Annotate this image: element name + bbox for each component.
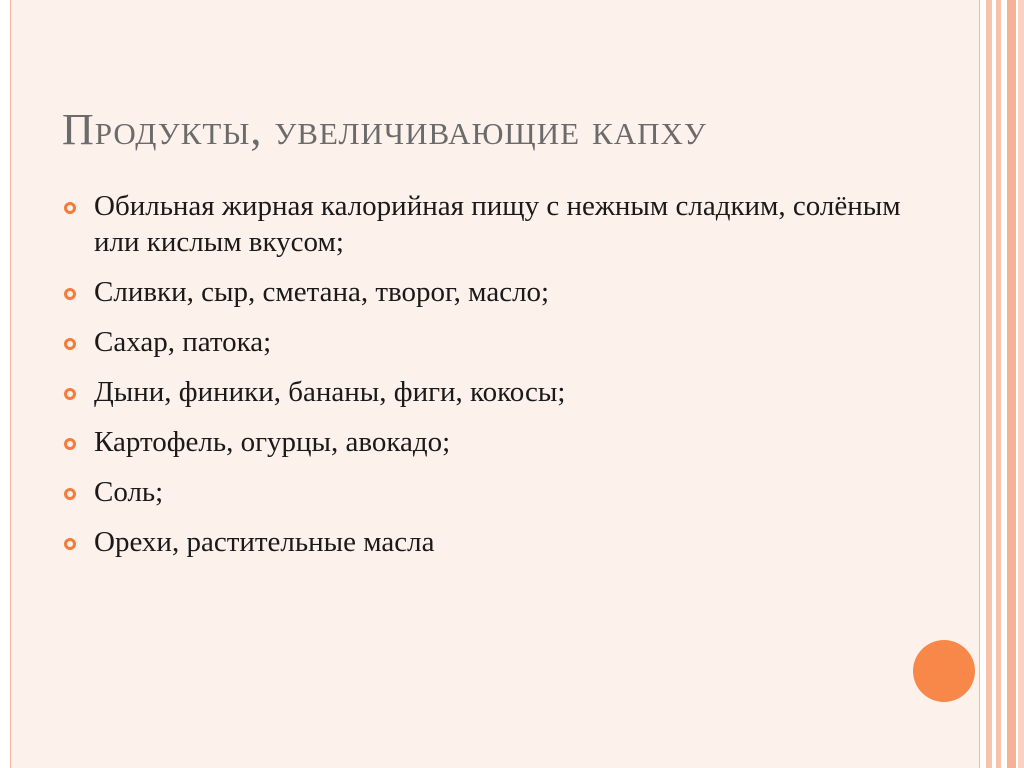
decorative-stripe — [1018, 0, 1024, 768]
bullet-circle-icon — [64, 388, 76, 400]
bullet-item — [64, 474, 924, 510]
decorative-orange-circle — [913, 640, 975, 702]
bullet-circle-icon — [64, 438, 76, 450]
bullet-circle-icon — [64, 338, 76, 350]
bullet-item — [64, 188, 924, 260]
bullet-text: Картофель, огурцы, авокадо; — [94, 426, 451, 458]
bullet-list — [64, 188, 924, 574]
bullet-item — [64, 374, 924, 410]
slide-title: Продукты, увеличивающие капху — [62, 105, 707, 154]
bullet-text: Сахар, патока; — [94, 326, 272, 358]
bullet-item — [64, 424, 924, 460]
bullet-text: Сливки, сыр, сметана, творог, масло; — [94, 276, 550, 308]
bullet-circle-icon — [64, 288, 76, 300]
bullet-circle-icon — [64, 488, 76, 500]
bullet-circle-icon — [64, 202, 76, 214]
bullet-item — [64, 274, 924, 310]
bullet-item — [64, 324, 924, 360]
bullet-circle-icon — [64, 538, 76, 550]
decorative-stripe — [996, 0, 1001, 768]
decorative-stripe — [986, 0, 992, 768]
bullet-text: Дыни, финики, бананы, фиги, кокосы; — [94, 376, 566, 408]
bullet-text: Орехи, растительные масла — [94, 526, 435, 558]
bullet-item — [64, 524, 924, 560]
bullet-text: Обильная жирная калорийная пищу с нежным сладким, солёным или кислым вкусом; — [94, 190, 901, 258]
bullet-text: Соль; — [94, 476, 164, 508]
decorative-stripe — [1007, 0, 1016, 768]
